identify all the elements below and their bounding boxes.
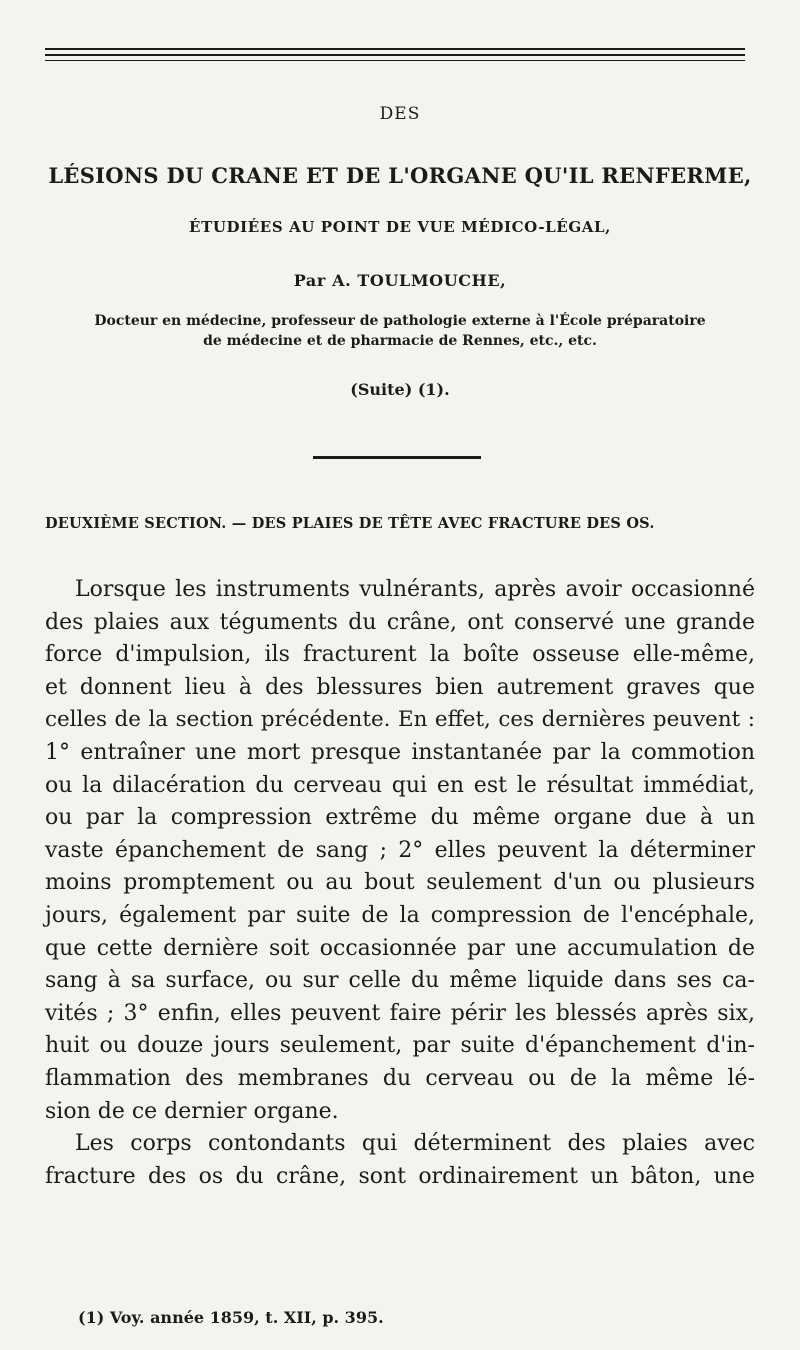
body-line: sion de ce dernier organe.: [45, 1098, 339, 1124]
body-line: force d'impulsion, ils fracturent la boîte osseuse elle-même,: [45, 642, 755, 668]
body-line: huit ou douze jours seulement, par suite d'épanchement d'in-: [45, 1033, 755, 1059]
body-line: vaste épanchement de sang ; 2° elles peuvent la déterminer: [45, 837, 755, 863]
body-line: flammation des membranes du cerveau ou de la même lé-: [45, 1065, 755, 1091]
article-subtitle: ÉTUDIÉES AU POINT DE VUE MÉDICO-LÉGAL,: [189, 218, 611, 236]
body-line: sang à sa surface, ou sur celle du même liquide dans ses ca-: [45, 968, 755, 994]
body-line: jours, également par suite de la compression de l'encéphale,: [45, 902, 755, 928]
article-title: LÉSIONS DU CRANE ET DE L'ORGANE QU'IL RENFERME,: [48, 163, 752, 188]
body-line: vités ; 3° enfin, elles peuvent faire périr les blessés après six,: [45, 1000, 755, 1026]
body-line: celles de la section précédente. En effet, ces dernières peuvent :: [45, 707, 755, 733]
body-line: et donnent lieu à des blessures bien autrement graves que: [45, 674, 755, 700]
author-credentials-line-2: de médecine et de pharmacie de Rennes, etc., etc.: [203, 333, 597, 349]
body-line: 1° entraîner une mort presque instantanée par la commotion: [45, 739, 755, 765]
author-line: Par A. TOULMOUCHE,: [293, 271, 507, 290]
body-line: Lorsque les instruments vulnérants, après avoir occasionné: [75, 577, 755, 602]
author-credentials-line-1: Docteur en médecine, professeur de pathologie externe à l'École préparatoire: [94, 313, 706, 329]
body-line: fracture des os du crâne, sont ordinairement un bâton, une: [45, 1163, 755, 1189]
separator-rule: [313, 456, 481, 459]
title-prefix: DES: [379, 104, 421, 124]
body-text: [45, 574, 755, 1193]
header-double-rule: [45, 48, 745, 56]
suite-note: (Suite) (1).: [350, 380, 450, 399]
header-rule: [45, 60, 745, 61]
footnote: (1) Voy. année 1859, t. XII, p. 395.: [78, 1308, 384, 1327]
body-line: des plaies aux téguments du crâne, ont conservé une grande: [45, 609, 755, 635]
section-heading: DEUXIÈME SECTION. — DES PLAIES DE TÊTE AVEC FRACTURE DES OS.: [45, 515, 655, 532]
body-line: ou la dilacération du cerveau qui en est le résultat immédiat,: [45, 772, 755, 798]
body-line: Les corps contondants qui déterminent des plaies avec: [75, 1131, 755, 1157]
body-line: moins promptement ou au bout seulement d'un ou plusieurs: [45, 870, 755, 896]
body-line: que cette dernière soit occasionnée par une accumulation de: [45, 935, 755, 961]
body-line: ou par la compression extrême du même organe due à un: [45, 805, 755, 831]
